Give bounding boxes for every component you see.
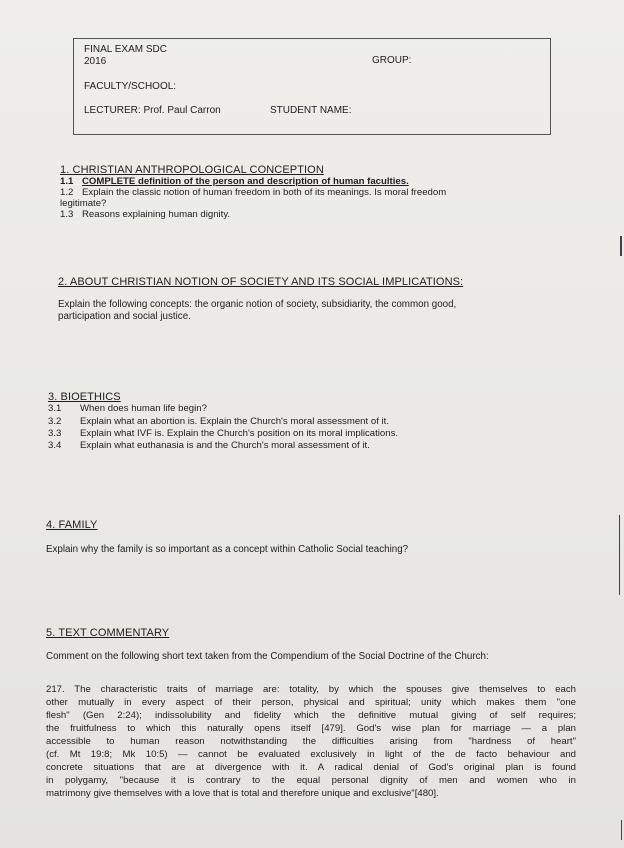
lecturer-label: LECTURER: Prof. Paul Carron xyxy=(84,105,221,116)
exam-title: FINAL EXAM SDC xyxy=(84,44,167,55)
item-text: When does human life begin? xyxy=(80,403,207,414)
item-1-2 xyxy=(60,187,446,198)
commentary-line: concrete situations that are at divergence with it. A radical denial of God's original plan is found xyxy=(46,762,576,773)
section-4-title: 4. FAMILY xyxy=(46,519,98,531)
commentary-line: flesh" (Gen 2:24); indissolubility and fidelity which the definitive mutual giving of self requires; xyxy=(46,710,576,721)
commentary-line: 217. The characteristic traits of marriage are: totality, by which the spouses give themselves to each xyxy=(46,684,576,695)
item-3-1 xyxy=(48,403,207,414)
item-text: Reasons explaining human dignity. xyxy=(82,209,231,220)
exam-year: 2016 xyxy=(84,56,107,67)
item-3-2 xyxy=(48,416,389,427)
commentary-line: in polygamy, "because it is contrary to the equal personal dignity of men and women who in xyxy=(46,775,576,786)
student-name-label: STUDENT NAME: xyxy=(270,105,352,116)
item-text: Explain what an abortion is. Explain the Church's moral assessment of it. xyxy=(80,416,389,427)
scan-mark xyxy=(620,236,622,256)
section-2-text-line2: participation and social justice. xyxy=(58,311,191,322)
item-text: legitimate? xyxy=(60,198,107,209)
commentary-line: (cf. Mt 19:8; Mk 10:5) — cannot be evaluated exclusively in light of the de facto behaviour and xyxy=(46,749,576,760)
item-num: 1.1 xyxy=(60,176,74,187)
item-text: Explain what euthanasia is and the Church's moral assessment of it. xyxy=(80,440,370,451)
commentary-line: matrimony give themselves with a love that is total and therefore unique and exclusive"[480]. xyxy=(46,788,439,799)
section-2-title: 2. ABOUT CHRISTIAN NOTION OF SOCIETY AND ITS SOCIAL IMPLICATIONS: xyxy=(58,276,464,288)
item-3-3 xyxy=(48,428,398,439)
item-num: 3.4 xyxy=(48,440,62,451)
item-num: 3.1 xyxy=(48,403,62,414)
item-text: Explain the classic notion of human freedom in both of its meanings. Is moral freedom xyxy=(82,187,447,198)
item-1-2-cont xyxy=(60,198,106,209)
item-1-3 xyxy=(60,209,230,220)
section-1-title: 1. CHRISTIAN ANTHROPOLOGICAL CONCEPTION xyxy=(60,164,324,176)
item-num: 3.2 xyxy=(48,416,62,427)
section-5-title: 5. TEXT COMMENTARY xyxy=(46,627,170,639)
item-num: 1.2 xyxy=(60,187,74,198)
section-2-text-line1: Explain the following concepts: the organic notion of society, subsidiarity, the common good, xyxy=(58,299,457,310)
item-num: 1.3 xyxy=(60,209,74,220)
header-box xyxy=(73,38,551,135)
commentary-line: other mutually in every aspect of their person, physical and spiritual; unity which makes them "one xyxy=(46,697,576,708)
item-num: 3.3 xyxy=(48,428,62,439)
faculty-label: FACULTY/SCHOOL: xyxy=(84,81,177,92)
commentary-line: the fruitfulness to which this naturally opens itself [479]. God's wise plan for marriage — a plan xyxy=(46,723,576,734)
section-3-title: 3. BIOETHICS xyxy=(48,391,121,403)
item-3-4 xyxy=(48,440,370,451)
item-1-1 xyxy=(60,176,409,187)
group-label: GROUP: xyxy=(372,55,412,66)
scan-mark xyxy=(619,515,620,595)
section-4-text: Explain why the family is so important as a concept within Catholic Social teaching? xyxy=(46,544,409,555)
commentary-line: accessible to human reason notwithstanding the difficulties arising from "hardness of heart" xyxy=(46,736,576,747)
section-5-intro: Comment on the following short text taken from the Compendium of the Social Doctrine of the Church: xyxy=(46,651,489,662)
item-text: COMPLETE definition of the person and description of human faculties. xyxy=(82,176,409,187)
item-text: Explain what IVF is. Explain the Church's position on its moral implications. xyxy=(80,428,399,439)
scan-mark xyxy=(621,820,622,840)
